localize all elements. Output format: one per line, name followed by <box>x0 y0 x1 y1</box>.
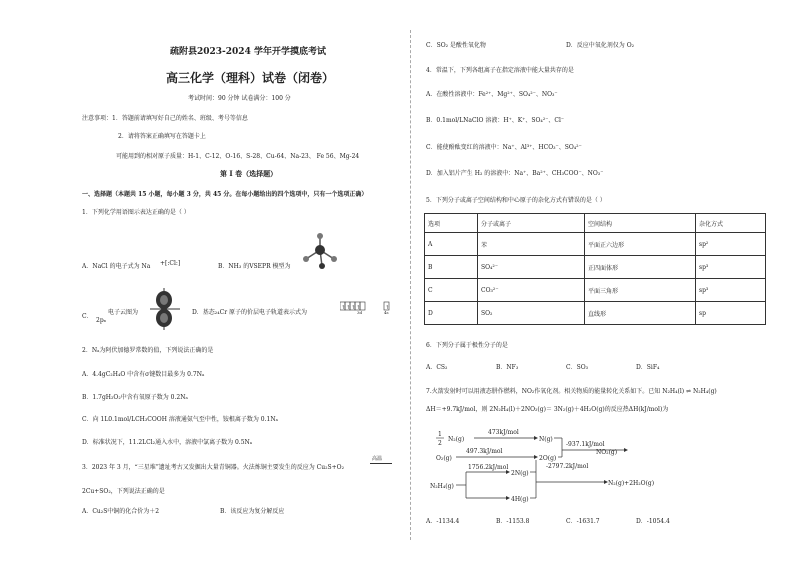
table-cell: 苯 <box>478 233 585 256</box>
svg-text:+: + <box>160 260 166 267</box>
q1-option-d: D．基态₂₄Cr 原子的价层电子轨道表示式为 <box>192 309 307 316</box>
energy-label-937: -937.1kJ/mol <box>566 441 605 448</box>
q4-option-b: B．0.1mol/LNaClO 溶液：H⁺、K⁺、SO₄²⁻、Cl⁻ <box>426 117 565 124</box>
frac-denominator: 2 <box>438 440 442 447</box>
table-cell: CO₃²⁻ <box>478 279 585 302</box>
q1-stem: 1．下列化学用语图示表达正确的是（ ） <box>82 209 190 216</box>
column-divider <box>410 30 411 540</box>
q7-option-d: D．-1054.4 <box>636 518 670 525</box>
energy-label-473: 473kJ/mol <box>488 429 519 436</box>
table-cell: 直线形 <box>585 302 696 325</box>
q7-stem-continued: ΔH＝+9.7kJ/mol，则 2N₂H₄(l)＋2NO₂(g)＝ 3N₂(g)＋4H₂O(g)的反应热ΔH(kJ/mol)为 <box>426 406 669 413</box>
q4-option-c: C．能使酚酞变红的溶液中：Na⁺、Al³⁺、HCO₃⁻、SO₄²⁻ <box>426 144 582 151</box>
q7-option-a: A．-1134.4 <box>426 518 460 525</box>
orbital-boxes-icon <box>340 300 400 316</box>
note-1: 注意事项：1．答题前请填写好自己的姓名、班级、考号等信息 <box>82 115 248 122</box>
nacl-electron-dot-icon <box>160 252 182 274</box>
nh3-vsepr-model-icon <box>298 228 350 276</box>
table-cell: 平面正六边形 <box>585 233 696 256</box>
n-atom-label: N(g) <box>539 436 553 443</box>
q1-option-c: 电子云图为 <box>108 309 139 316</box>
svg-text:[:Cl:]: [:Cl:] <box>165 260 181 267</box>
frac-numerator: 1 <box>438 431 442 438</box>
orbital-diagram <box>340 300 400 318</box>
table-header-row <box>425 214 766 233</box>
svg-text:↑: ↑ <box>351 305 356 311</box>
table-row <box>425 256 766 279</box>
atomic-masses: 可能用到的相对原子质量：H-1、C-12、O-16、S-28、Cu-64、Na-23、 Fe 56、Mg-24 <box>116 153 360 160</box>
energy-label-2797: -2797.2kJ/mol <box>546 463 589 470</box>
n2h4-gas-label: N₂H₄(g) <box>430 483 454 490</box>
q2-option-c: C．向 1L0.1mol/LCH₃COOH 溶液通氨气至中性，铵根离子数为 0.1Nₐ <box>82 416 278 423</box>
table-header: 分子或离子 <box>478 214 585 233</box>
energy-label-497: 497.3kJ/mol <box>466 448 503 455</box>
svg-text:↑: ↑ <box>356 305 361 311</box>
orbital-4s-label: 4s <box>384 310 389 315</box>
table-cell: D <box>425 302 478 325</box>
table-cell: SO₂ <box>478 302 585 325</box>
table-row <box>425 233 766 256</box>
q4-option-d: D．加入铝片产生 H₂ 的溶液中：Na⁺、Ba²⁺、CH₃COO⁻、NO₃⁻ <box>426 170 604 177</box>
energy-diagram <box>426 422 666 504</box>
no2-gas-label: NO₂(g) <box>596 449 618 456</box>
q5-stem: 5．下列分子或离子空间结构和中心原子的杂化方式有错误的是（ ） <box>426 197 606 204</box>
note-2: 2．请将答案正确填写在答题卡上 <box>118 133 206 140</box>
svg-text:↑: ↑ <box>346 305 351 311</box>
q6-option-b: B．NF₃ <box>496 364 519 371</box>
n2-gas-label: N₂(g) <box>448 436 465 443</box>
q3-condition: 高温 <box>372 456 383 462</box>
exam-title: 高三化学（理科）试卷（闭卷） <box>166 71 335 85</box>
school-exam-line: 疏附县2023-2024 学年开学摸底考试 <box>170 47 326 57</box>
hybridization-table <box>424 213 766 325</box>
q1-option-b: B．NH₃ 的VSEPR 模型为 <box>218 263 291 270</box>
svg-text:↑: ↑ <box>385 305 390 311</box>
exam-meta: 考试时间：90 分钟 试卷满分：100 分 <box>188 95 291 102</box>
q3-arrow <box>370 463 392 464</box>
q6-option-d: D．SiF₄ <box>636 364 660 371</box>
q3-option-a: A．Cu₂S中铜的化合价为＋2 <box>82 508 160 515</box>
table-header: 杂化方式 <box>696 214 766 233</box>
orbital-3d-label: 3d <box>357 310 363 315</box>
table-row <box>425 279 766 302</box>
q2-option-b: B．1.7gH₂O₂中含有氧原子数为 0.2Nₐ <box>82 394 188 401</box>
o2-gas-label: O₂(g) <box>436 455 452 462</box>
o-atom-label: 2O(g) <box>539 455 557 462</box>
q1-option-c-prefix: C． <box>82 313 93 320</box>
table-cell: 平面三角形 <box>585 279 696 302</box>
table-header: 选项 <box>425 214 478 233</box>
q3-stem: 3．2023 年 3 月，“三星堆”遗址考古又发掘出大量青铜器。火法炼铜主要发生的反应为 Cu₂S+O₂ <box>82 464 344 471</box>
table-cell: sp³ <box>696 256 766 279</box>
electron-cloud-icon <box>146 286 182 332</box>
q3-option-b: B．该反应为复分解反应 <box>220 508 285 515</box>
q2-option-d: D．标准状况下，11.2LCl₂通入水中，溶液中氯离子数为 0.5Nₐ <box>82 439 253 446</box>
q2-stem: 2．Nₐ为阿伏加德罗常数的值，下列说法正确的是 <box>82 347 214 354</box>
q3-stem-continued: 2Cu+SO₂，下列说法正确的是 <box>82 488 165 495</box>
q3-option-c: C．SO₂ 是酸性氧化物 <box>426 42 486 49</box>
table-row <box>425 302 766 325</box>
table-cell: SO₄²⁻ <box>478 256 585 279</box>
q4-stem: 4．常温下，下列各组离子在指定溶液中能大量共存的是 <box>426 67 574 74</box>
q7-option-b: B．-1153.8 <box>496 518 530 525</box>
table-cell: sp² <box>696 233 766 256</box>
svg-text:↑: ↑ <box>341 305 346 311</box>
two-n-label: 2N(g) <box>511 470 529 477</box>
table-header: 空间结构 <box>585 214 696 233</box>
table-cell: sp³ <box>696 279 766 302</box>
table-cell: sp <box>696 302 766 325</box>
table-cell: 正四面体形 <box>585 256 696 279</box>
q3-option-d: D．反应中氧化剂仅为 O₂ <box>566 42 635 49</box>
q6-stem: 6．下列分子属于极性分子的是 <box>426 342 508 349</box>
table-cell: C <box>425 279 478 302</box>
q7-option-c: C．-1631.7 <box>566 518 600 525</box>
q1-option-c-sub: 2pₓ <box>96 317 107 324</box>
product-label: N₂(g)+2H₂O(g) <box>608 480 655 487</box>
q7-stem: 7.火箭发射时可以用液态肼作燃料，NO₂作氧化剂。相关物质的能量转化关系如下。已知 N₂H₄(l) ⇌ N₂H₄(g) <box>426 388 717 395</box>
q1-option-a: A．NaCl 的电子式为 Na <box>82 263 151 270</box>
four-h-label: 4H(g) <box>511 496 529 503</box>
part-heading: 一、选择题（本题共 15 小题，每小题 3 分，共 45 分。在每小题给出的四个选项中，只有一个选项正确） <box>82 191 368 198</box>
energy-label-1756: 1756.2kJ/mol <box>468 464 509 471</box>
table-cell: B <box>425 256 478 279</box>
q6-option-c: C．SO₃ <box>566 364 589 371</box>
section-heading: 第 I 卷（选择题） <box>220 169 278 178</box>
q4-option-a: A．在酸性溶液中：Fe²⁺、Mg²⁺、SO₄²⁻、NO₃⁻ <box>426 91 558 98</box>
q2-option-a: A．4.4gC₂H₄O 中含有σ键数目最多为 0.7Nₐ <box>82 371 205 378</box>
table-cell: A <box>425 233 478 256</box>
q6-option-a: A．CS₂ <box>426 364 448 371</box>
